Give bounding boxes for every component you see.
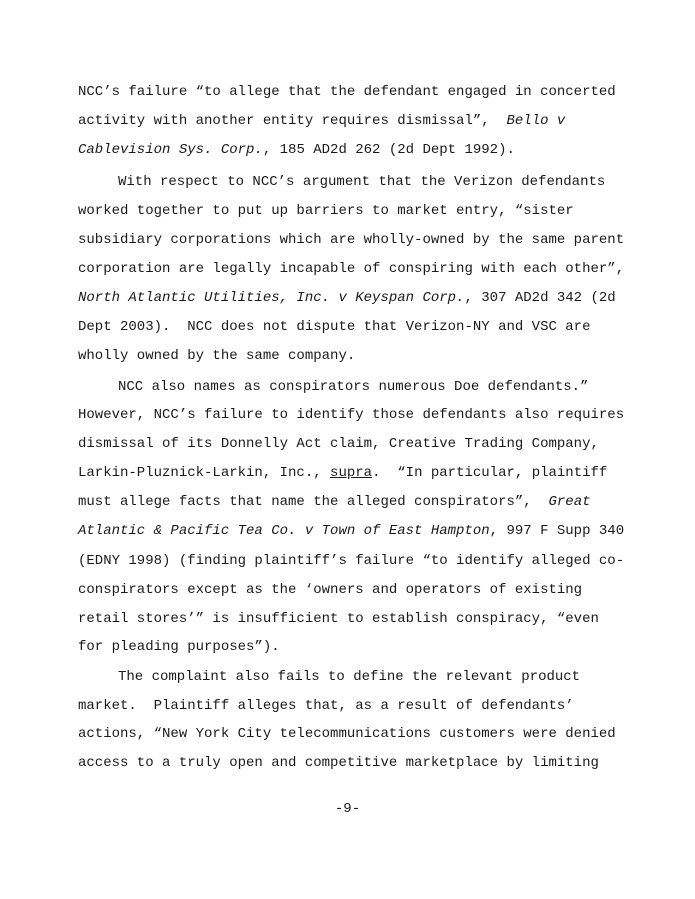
text-run: , 185 AD2d 262 (2d Dept 1992).	[262, 142, 515, 158]
case-citation: Cablevision Sys. Corp.	[78, 142, 263, 158]
text-line	[118, 173, 605, 191]
text-line	[78, 522, 624, 540]
text-line	[78, 552, 624, 570]
text-line	[78, 289, 616, 307]
text-line	[78, 406, 624, 424]
text-line	[78, 464, 607, 482]
text-run: (EDNY 1998) (finding plaintiff’s failure “to identify alleged co-	[78, 553, 625, 569]
text-run: The complaint also fails to define the relevant product	[118, 669, 581, 685]
text-line	[78, 493, 591, 511]
text-run: , 997 F Supp 340	[489, 523, 625, 539]
text-run: However, NCC’s failure to identify those defendants also requires	[78, 407, 625, 423]
text-line	[78, 697, 574, 715]
text-run: actions, “New York City telecommunications customers were denied	[78, 726, 616, 742]
case-citation: Bello v	[506, 113, 566, 129]
text-line	[78, 435, 599, 453]
text-line	[78, 318, 590, 336]
text-line	[78, 112, 565, 130]
text-run: access to a truly open and competitive marketplace by limiting	[78, 755, 599, 771]
text-run: Dept 2003). NCC does not dispute that Verizon-NY and VSC are	[78, 319, 591, 335]
case-citation: Great	[548, 494, 591, 510]
text-line	[78, 638, 280, 656]
text-line	[78, 347, 355, 365]
text-line	[78, 610, 599, 628]
text-line	[78, 202, 574, 220]
text-run: worked together to put up barriers to market entry, “sister	[78, 203, 574, 219]
text-run: With respect to NCC’s argument that the Verizon defendants	[118, 174, 606, 190]
text-run: market. Plaintiff alleges that, as a result of defendants’	[78, 698, 574, 714]
text-run: wholly owned by the same company.	[78, 348, 356, 364]
underlined-term: supra	[330, 465, 373, 481]
text-run: retail stores’” is insufficient to establish conspiracy, “even	[78, 611, 599, 627]
text-run: NCC also names as conspirators numerous Doe defendants.”	[118, 379, 589, 395]
text-run: conspirators except as the ‘owners and operators of existing	[78, 582, 583, 598]
text-line	[78, 754, 599, 772]
text-line	[118, 378, 588, 396]
text-line	[78, 141, 515, 159]
text-line	[118, 668, 580, 686]
text-line	[78, 260, 624, 278]
text-run: corporation are legally incapable of conspiring with each other”,	[78, 261, 625, 277]
text-line	[78, 581, 582, 599]
text-run: dismissal of its Donnelly Act claim, Creative Trading Company,	[78, 436, 599, 452]
text-run: . “In particular, plaintiff	[372, 465, 608, 481]
text-line	[78, 83, 616, 101]
case-citation: North Atlantic Utilities, Inc. v Keyspan Corp.	[78, 290, 465, 306]
text-run: for pleading purposes”).	[78, 639, 280, 655]
text-run: Larkin-Pluznick-Larkin, Inc.,	[78, 465, 331, 481]
text-line	[78, 725, 616, 743]
text-run: NCC’s failure “to allege that the defendant engaged in concerted	[78, 84, 616, 100]
text-run: must allege facts that name the alleged conspirators”,	[78, 494, 549, 510]
text-run: activity with another entity requires dismissal”,	[78, 113, 507, 129]
page-number: -9-	[334, 801, 361, 817]
text-line	[78, 231, 624, 249]
text-run: subsidiary corporations which are wholly-owned by the same parent	[78, 232, 625, 248]
case-citation: Atlantic & Pacific Tea Co. v Town of East Hampton	[78, 523, 490, 539]
text-run: , 307 AD2d 342 (2d	[464, 290, 616, 306]
